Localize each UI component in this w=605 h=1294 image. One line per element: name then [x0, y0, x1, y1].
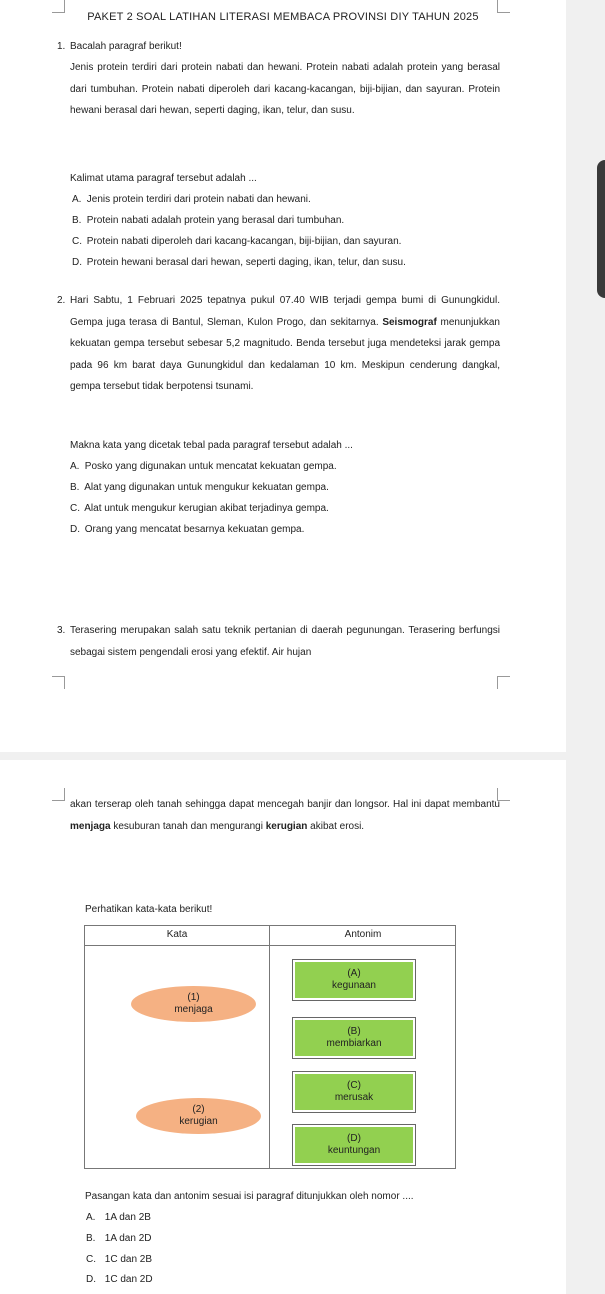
- option-b[interactable]: [86, 1228, 152, 1250]
- paragraph-text: kesuburan tanah dan mengurangi: [110, 820, 266, 832]
- antonym-word: membiarkan: [326, 1038, 382, 1049]
- table-divider: [269, 926, 270, 1168]
- option-letter: B.: [72, 215, 82, 226]
- option-letter: D.: [72, 257, 82, 268]
- option-text: Posko yang digunakan untuk mencatat kekuatan gempa.: [84, 461, 337, 472]
- option-letter: C.: [70, 503, 80, 514]
- question-prompt: Makna kata yang dicetak tebal pada paragraf tersebut adalah ...: [70, 440, 353, 451]
- option-text: Jenis protein terdiri dari protein nabati dan hewani.: [86, 194, 311, 205]
- option-letter: D.: [70, 524, 80, 535]
- option-letter: A.: [86, 1212, 96, 1223]
- antonym-word: merusak: [334, 1092, 374, 1103]
- option-letter: A.: [70, 461, 80, 472]
- crop-mark: [497, 676, 510, 689]
- option-text: Alat untuk mengukur kerugian akibat terjadinya gempa.: [84, 503, 329, 514]
- option-b[interactable]: [72, 210, 344, 232]
- question-intro: Bacalah paragraf berikut!: [70, 41, 182, 52]
- word-number: (2): [192, 1104, 205, 1115]
- column-header-kata: Kata: [166, 929, 188, 940]
- option-text: Protein nabati diperoleh dari kacang-kacangan, biji-bijian, dan sayuran.: [86, 236, 402, 247]
- option-letter: D.: [86, 1274, 96, 1285]
- option-b[interactable]: [70, 477, 329, 499]
- paragraph-text: menunjukkan kekuatan gempa tersebut sebesar 5,2 magnitudo. Benda tersebut juga mendeteksi jarak gempa pada 96 km barat daya Gunungkidul dan kedalaman 10 km. Meskipun cenderung dangkal, gempa tersebut tidak berpotensi tsunami.: [70, 316, 500, 392]
- option-c[interactable]: [86, 1249, 152, 1271]
- option-c[interactable]: [72, 231, 401, 253]
- word-antonym-table: [84, 925, 456, 1169]
- antonym-letter: (A): [347, 968, 361, 979]
- option-text: Alat yang digunakan untuk mengukur kekuatan gempa.: [84, 482, 329, 493]
- option-a[interactable]: [86, 1207, 151, 1229]
- document-title: PAKET 2 SOAL LATIHAN LITERASI MEMBACA PROVINSI DIY TAHUN 2025: [87, 11, 479, 23]
- option-letter: B.: [70, 482, 80, 493]
- option-text: 1A dan 2D: [104, 1233, 152, 1244]
- paragraph-text: akibat erosi.: [307, 820, 365, 832]
- option-text: 1C dan 2D: [104, 1274, 153, 1285]
- bold-word: kerugian: [265, 820, 308, 832]
- crop-mark: [52, 788, 65, 801]
- option-text: Protein hewani berasal dari hewan, seperti daging, ikan, telur, dan susu.: [86, 257, 406, 268]
- option-a[interactable]: [70, 456, 337, 478]
- crop-mark: [52, 676, 65, 689]
- option-letter: B.: [86, 1233, 96, 1244]
- antonym-word: keuntungan: [327, 1145, 381, 1156]
- option-text: Orang yang mencatat besarnya kekuatan gempa.: [84, 524, 305, 535]
- table-instruction: Perhatikan kata-kata berikut!: [85, 904, 213, 915]
- option-c[interactable]: [70, 498, 329, 520]
- question-paragraph: [70, 290, 500, 398]
- option-text: 1C dan 2B: [104, 1254, 153, 1265]
- antonym-letter: (C): [347, 1080, 361, 1091]
- column-header-antonim: Antonim: [344, 929, 382, 940]
- antonym-letter: (B): [347, 1026, 361, 1037]
- option-a[interactable]: [72, 189, 311, 211]
- scrollbar-thumb[interactable]: [597, 160, 605, 298]
- question-paragraph: Jenis protein terdiri dari protein nabati dan hewani. Protein nabati adalah protein yang berasal dari tumbuhan. Protein nabati diperoleh dari kacang-kacangan, biji-bijian, dan sayuran. Protein hewani berasal dari hewan, seperti daging, ikan, telur, dan susu.: [70, 62, 500, 116]
- option-letter: C.: [86, 1254, 96, 1265]
- option-d[interactable]: [70, 519, 304, 541]
- option-text: 1A dan 2B: [104, 1212, 151, 1223]
- paragraph-text: Hari Sabtu, 1 Februari 2025 tepatnya pukul 07.40 WIB terjadi gempa bumi di Gunungkidul. Gempa juga terasa di Bantul, Sleman, Kulon Progo, dan sekitarnya.: [70, 295, 500, 328]
- option-d[interactable]: [72, 252, 406, 274]
- scrollbar[interactable]: [566, 0, 605, 1294]
- bold-word: menjaga: [70, 820, 111, 832]
- question-paragraph: Terasering merupakan salah satu teknik pertanian di daerah pegunungan. Terasering berfungsi sebagai sistem pengendali erosi yang efektif. Air hujan: [70, 625, 500, 658]
- option-letter: A.: [72, 194, 82, 205]
- word-number: (1): [187, 992, 200, 1003]
- paragraph-text: akan terserap oleh tanah sehingga dapat mencegah banjir dan longsor. Hal ini dapat membantu: [70, 799, 500, 810]
- bold-word: Seismograf: [382, 316, 437, 328]
- antonym-letter: (D): [347, 1133, 361, 1144]
- question-prompt: Kalimat utama paragraf tersebut adalah ...: [70, 173, 257, 184]
- word-text: kerugian: [179, 1116, 218, 1127]
- option-letter: C.: [72, 236, 82, 247]
- antonym-box-b: [293, 1018, 415, 1058]
- question-number: 2.: [57, 295, 66, 306]
- antonym-box-d: [293, 1125, 415, 1165]
- question-prompt: Pasangan kata dan antonim sesuai isi paragraf ditunjukkan oleh nomor ....: [85, 1191, 414, 1202]
- question-number: 3.: [57, 625, 66, 636]
- antonym-word: kegunaan: [332, 980, 376, 991]
- question-number: 1.: [57, 41, 66, 52]
- question-paragraph-continued: [70, 794, 500, 837]
- word-text: menjaga: [174, 1004, 213, 1015]
- word-oval-1: [131, 986, 256, 1022]
- antonym-box-a: [293, 960, 415, 1000]
- option-d[interactable]: [86, 1269, 153, 1291]
- word-oval-2: [136, 1098, 261, 1134]
- antonym-box-c: [293, 1072, 415, 1112]
- option-text: Protein nabati adalah protein yang berasal dari tumbuhan.: [86, 215, 345, 226]
